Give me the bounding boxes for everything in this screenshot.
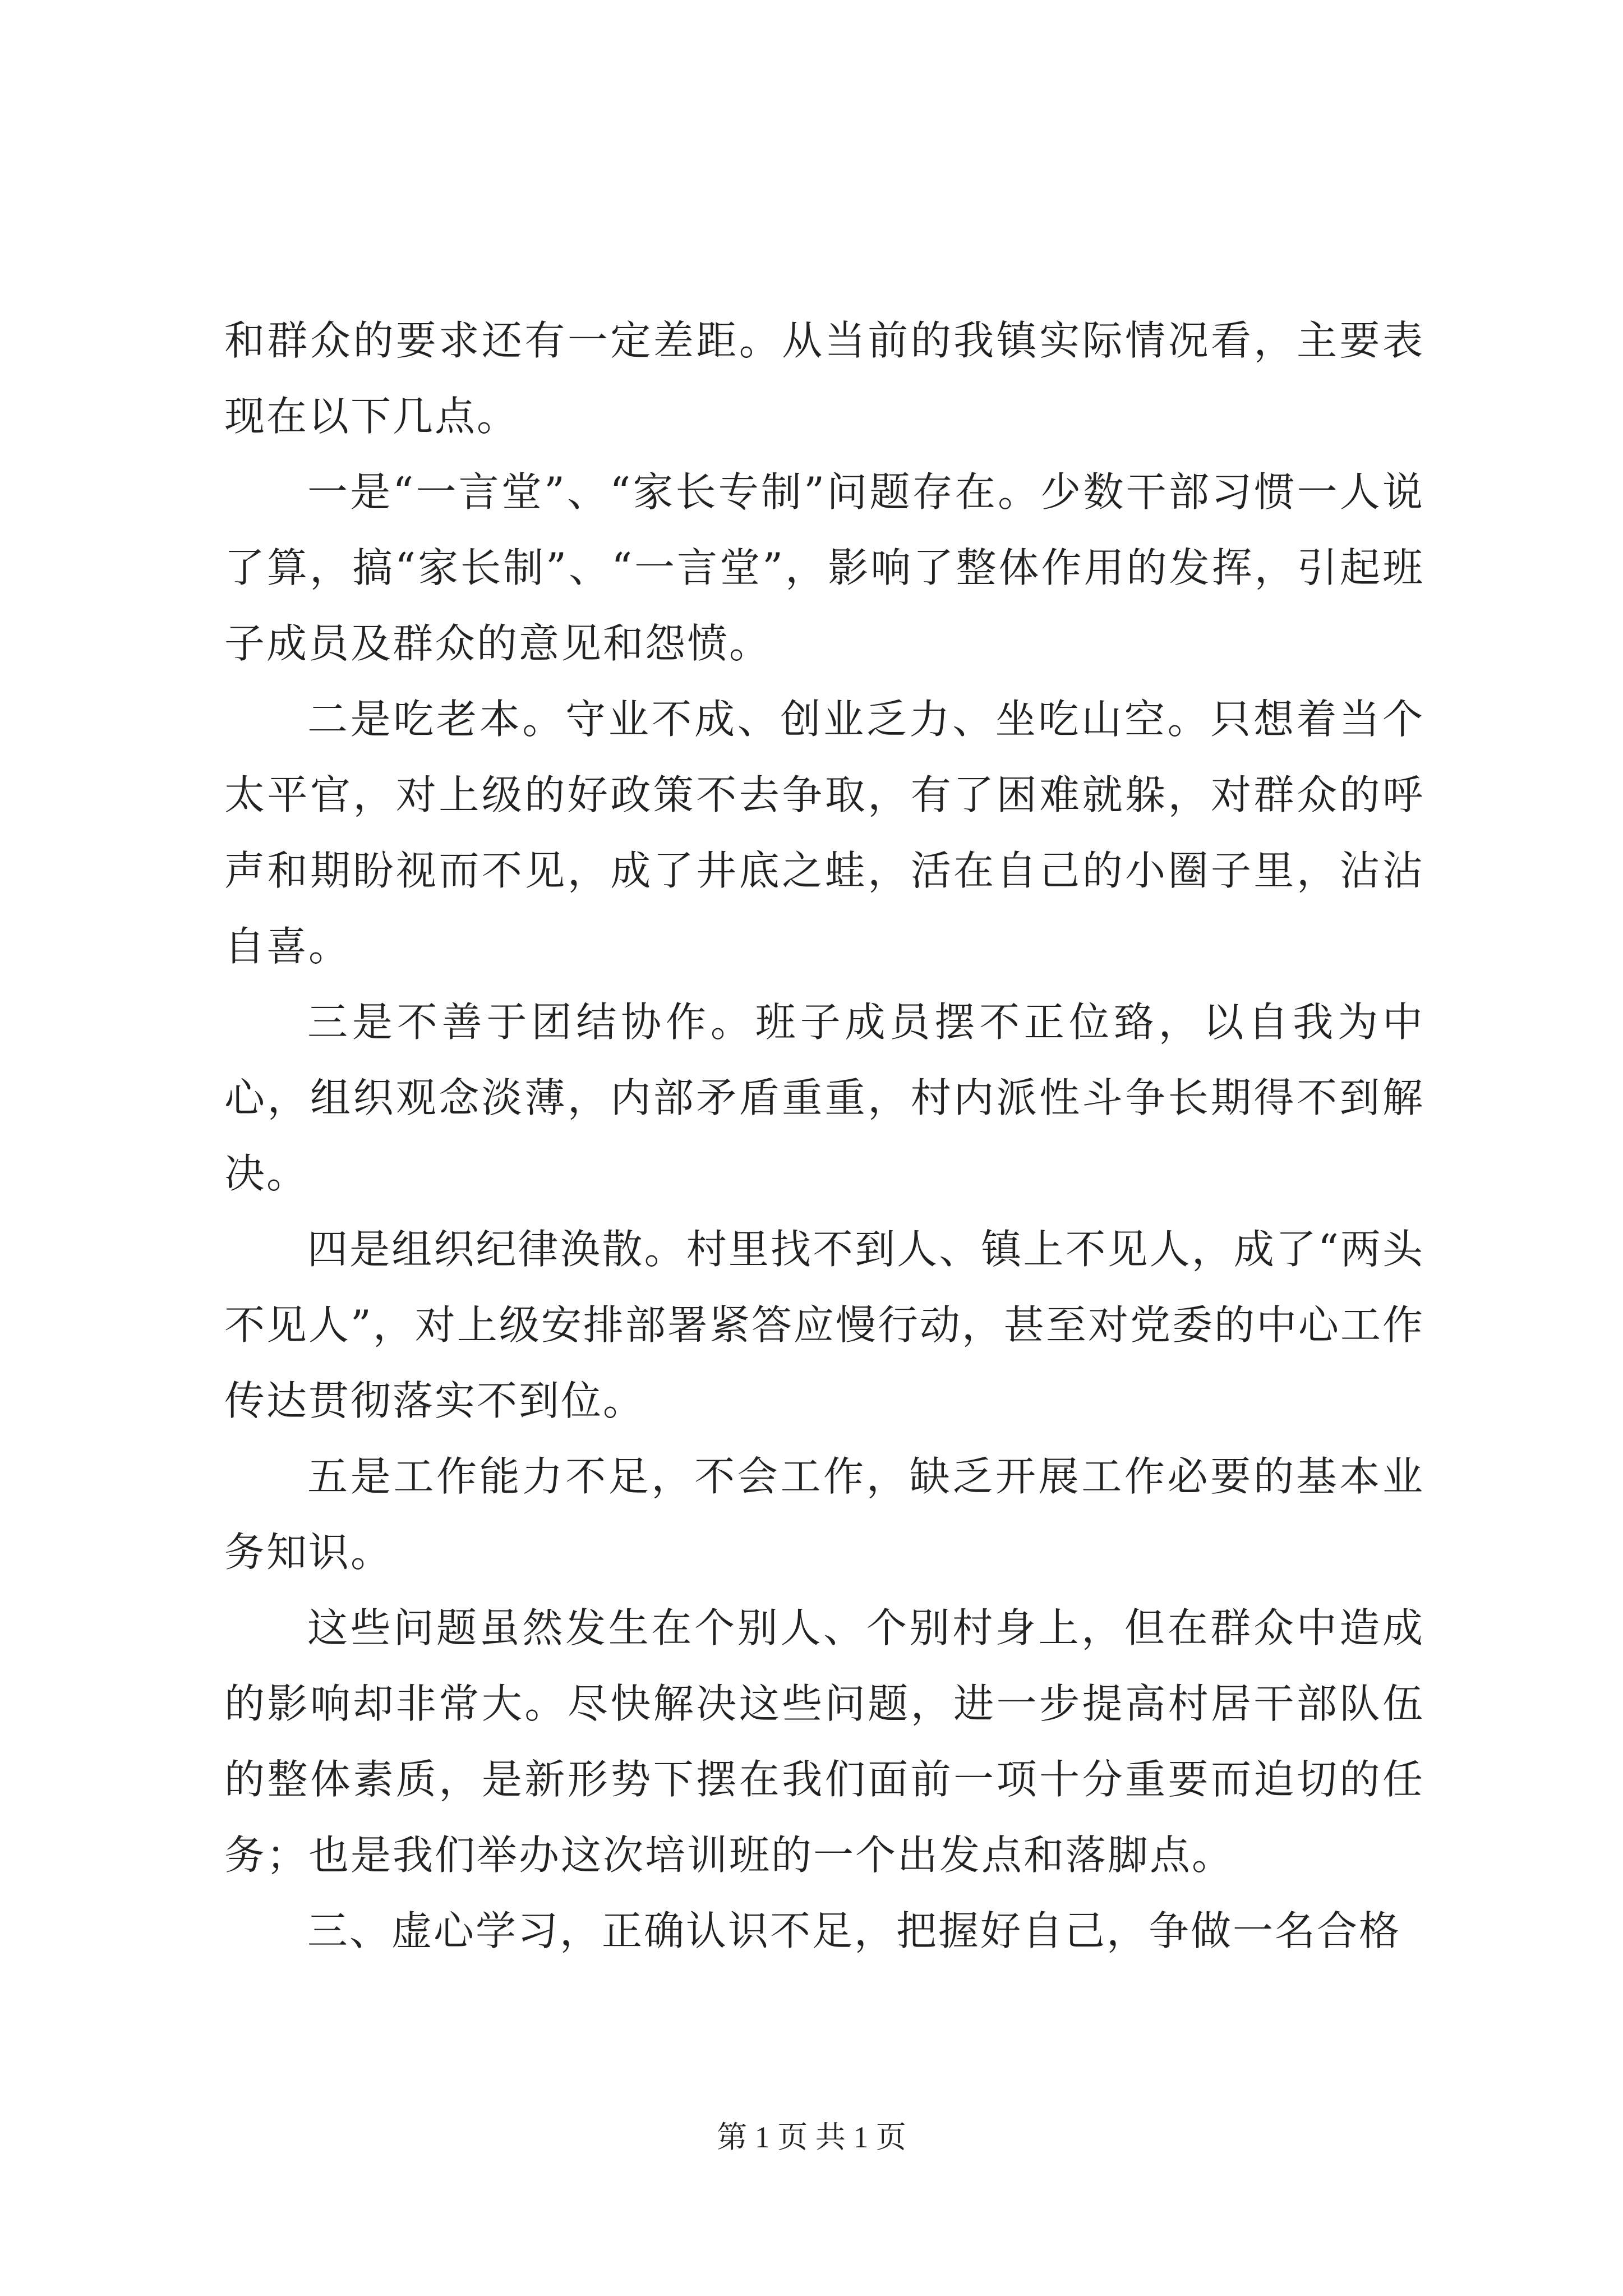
paragraph-summary: 这些问题虽然发生在个别人、个别村身上，但在群众中造成的影响却非常大。尽快解决这些问题，进一步提高村居干部队伍的整体素质，是新形势下摆在我们面前一项十分重要而迫切的任务；也是我们举办这次培训班的一个出发点和落脚点。 <box>224 1604 1424 1879</box>
section-heading-three: 三、虚心学习，正确认识不足，把握好自己，争做一名合格 <box>307 1907 1401 1954</box>
paragraph-point-four: 四是组织纪律涣散。村里找不到人、镇上不见人，成了“两头不见人”，对上级安排部署紧答应慢行动，甚至对党委的中心工作传达贯彻落实不到位。 <box>224 1226 1424 1424</box>
page-number-footer: 第 1 页 共 1 页 <box>717 2120 906 2154</box>
paragraph-point-two: 二是吃老本。守业不成、创业乏力、坐吃山空。只想着当个太平官，对上级的好政策不去争取，有了困难就躲，对群众的呼声和期盼视而不见，成了井底之蛙，活在自己的小圈子里，沾沾自喜。 <box>224 696 1424 970</box>
paragraph-point-five: 五是工作能力不足，不会工作，缺乏开展工作必要的基本业务知识。 <box>224 1453 1424 1576</box>
paragraph-point-one: 一是“一言堂”、“家长专制”问题存在。少数干部习惯一人说了算，搞“家长制”、“一言堂”，影响了整体作用的发挥，引起班子成员及群众的意见和怨愤。 <box>224 468 1424 667</box>
paragraph-point-three: 三是不善于团结协作。班子成员摆不正位臵，以自我为中心，组织观念淡薄，内部矛盾重重，村内派性斗争长期得不到解决。 <box>224 999 1424 1197</box>
document-body <box>224 303 1424 1969</box>
paragraph-continuation: 和群众的要求还有一定差距。从当前的我镇实际情况看，主要表现在以下几点。 <box>224 317 1424 440</box>
